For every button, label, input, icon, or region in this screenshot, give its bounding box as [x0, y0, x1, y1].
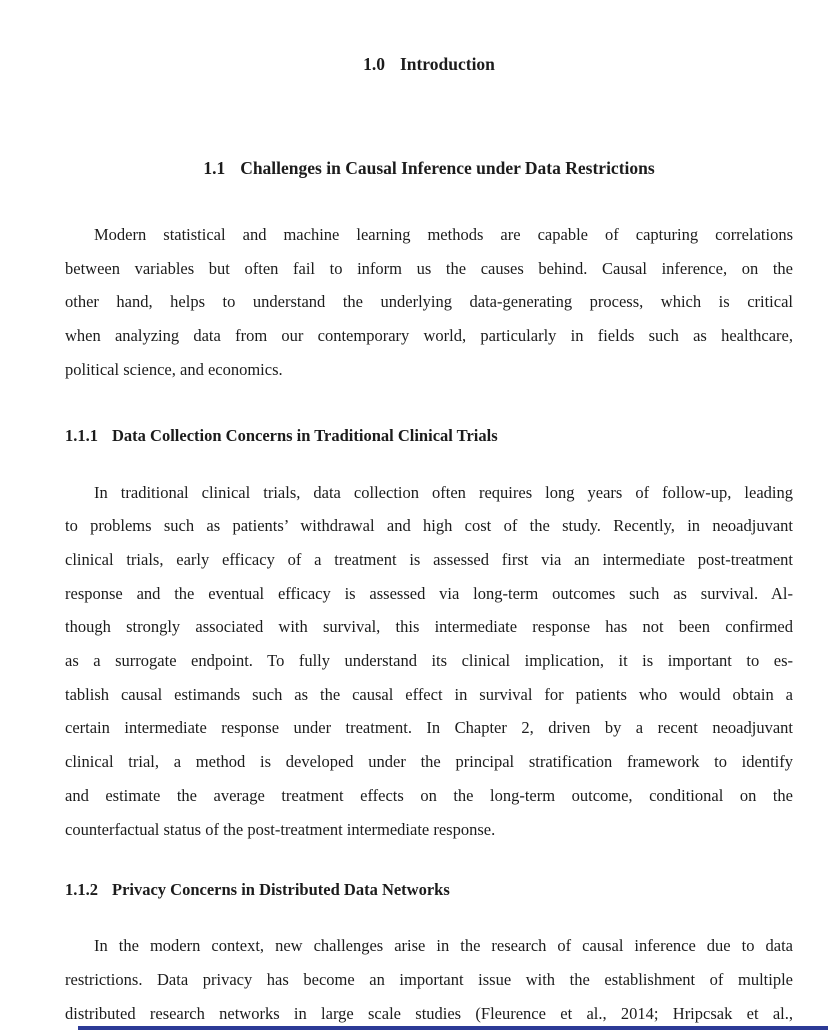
body-line: restrictions. Data privacy has become an important issue with the establishment of multiple: [65, 969, 793, 989]
subsection-number: 1.1.1: [65, 425, 98, 445]
subsection-title: Data Collection Concerns in Traditional Clinical Trials: [112, 425, 498, 445]
body-line: Modern statistical and machine learning methods are capable of capturing correlations: [94, 225, 793, 244]
section-title: Challenges in Causal Inference under Data Restrictions: [240, 158, 655, 178]
body-line: between variables but often fail to inform us the causes behind. Causal inference, on the: [65, 258, 793, 278]
paragraph-clinical-trials: [65, 476, 793, 847]
body-line: and estimate the average treatment effects on the long-term outcome, conditional on the: [65, 785, 793, 805]
body-line: when analyzing data from our contemporary world, particularly in fields such as healthcare,: [65, 326, 793, 346]
paragraph-privacy: [65, 929, 793, 1030]
subsection-number: 1.1.2: [65, 880, 98, 900]
chapter-heading: [65, 52, 793, 76]
subsection-heading-data-collection: [65, 425, 793, 447]
body-line: though strongly associated with survival, this intermediate response has not been confirmed: [65, 617, 793, 637]
body-line: distributed research networks in large scale studies (Fleurence et al., 2014; Hripcsak et al.,: [65, 1003, 793, 1023]
paragraph-intro: [65, 218, 793, 387]
body-line: response and the eventual efficacy is assessed via long-term outcomes such as survival. Al-: [65, 583, 793, 603]
body-line: clinical trials, early efficacy of a treatment is assessed first via an intermediate post-treatment: [65, 549, 793, 569]
section-number: 1.1: [203, 158, 226, 178]
body-line: to problems such as patients’ withdrawal and high cost of the study. Recently, in neoadjuvant: [65, 516, 793, 536]
bottom-edge-bar: [78, 1026, 828, 1030]
body-line: political science, and economics.: [65, 359, 283, 379]
body-line: counterfactual status of the post-treatment intermediate response.: [65, 819, 496, 839]
subsection-title: Privacy Concerns in Distributed Data Networks: [112, 880, 450, 900]
body-line: In the modern context, new challenges arise in the research of causal inference due to data: [94, 936, 793, 956]
chapter-title: Introduction: [399, 54, 495, 74]
body-line: certain intermediate response under treatment. In Chapter 2, driven by a recent neoadjuvant: [65, 718, 793, 738]
section-heading: [65, 156, 793, 180]
body-line: In traditional clinical trials, data collection often requires long years of follow-up, leading: [94, 482, 793, 502]
body-line: tablish causal estimands such as the causal effect in survival for patients who would obtain a: [65, 684, 793, 704]
chapter-number: 1.0: [363, 54, 385, 74]
text-block: [65, 0, 793, 1030]
body-line: other hand, helps to understand the underlying data-generating process, which is critical: [65, 292, 793, 312]
body-line: clinical trial, a method is developed under the principal stratification framework to identify: [65, 752, 793, 772]
subsection-heading-privacy: [65, 879, 793, 901]
body-line: as a surrogate endpoint. To fully understand its clinical implication, it is important to es-: [65, 651, 793, 671]
